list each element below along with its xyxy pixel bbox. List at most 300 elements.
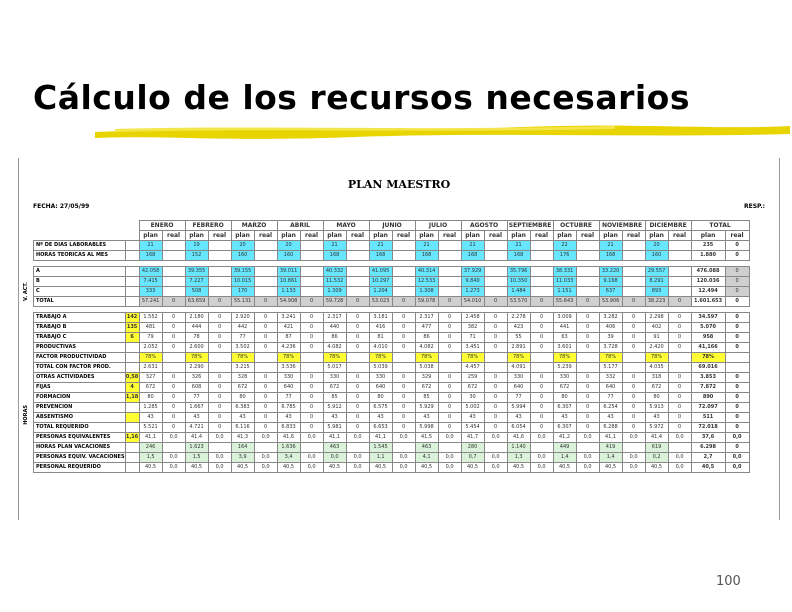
table-cell: 54.010 [461,297,484,307]
row-aux-cell [125,413,139,423]
table-cell: 958 [691,333,725,343]
table-cell: 0 [530,373,553,383]
table-cell: 0 [392,423,415,433]
table-row [34,453,750,463]
table-cell: 0 [576,297,599,307]
table-cell: 78% [139,353,162,363]
table-cell [530,443,553,453]
table-cell: 6.307 [553,423,576,433]
table-cell [162,241,185,251]
table-cell: 0,0 [668,433,691,443]
plan-header: plan [599,231,622,241]
table-cell: 78% [461,353,484,363]
table-cell: 0 [300,333,323,343]
row-label: Nº DE DIAS LABORABLES [34,241,126,251]
table-cell: 40,5 [185,463,208,473]
table-cell: 12.533 [415,277,438,287]
table-cell [530,363,553,373]
table-cell: 0,0 [300,433,323,443]
table-cell: 0 [254,333,277,343]
table-cell [208,251,231,261]
table-cell: 235 [691,241,725,251]
table-cell [438,277,461,287]
month-header: ENERO [139,221,185,231]
row-aux-cell: 4 [125,383,139,393]
table-cell: 72.097 [691,403,725,413]
table-cell: 326 [185,373,208,383]
table-cell [622,277,645,287]
table-cell [254,251,277,261]
table-cell: 29.557 [645,267,668,277]
table-cell: 39 [599,333,622,343]
table-cell: 481 [139,323,162,333]
table-cell: 168 [507,251,530,261]
table-cell: 280 [461,443,484,453]
table-cell: 0 [300,383,323,393]
header-corner [34,231,140,241]
table-cell: 63.659 [185,297,208,307]
table-cell: 2.052 [139,343,162,353]
table-cell: 330 [553,373,576,383]
table-cell: 10.861 [277,277,300,287]
table-cell: 0 [392,413,415,423]
table-cell: 0 [254,403,277,413]
table-cell: 0 [725,313,749,323]
table-cell: 2.420 [645,343,668,353]
table-cell: 40,5 [369,463,392,473]
table-cell [162,353,185,363]
table-cell: 0 [668,393,691,403]
table-row [34,267,750,277]
table-cell: 168 [139,251,162,261]
table-cell [668,363,691,373]
table-cell: 41,5 [415,433,438,443]
table-cell [438,363,461,373]
table-cell [576,251,599,261]
table-cell: 0 [576,343,599,353]
table-cell [392,241,415,251]
table-row [34,373,750,383]
table-cell: 0,0 [254,433,277,443]
plan-header: plan [553,231,576,241]
sheet-date: FECHA: 27/05/99 [33,203,90,210]
table-cell [668,241,691,251]
table-cell: 40,5 [415,463,438,473]
table-cell: 55.643 [553,297,576,307]
table-cell: 0 [622,297,645,307]
table-cell: 0 [392,393,415,403]
table-cell: 0 [484,413,507,423]
table-cell: 80 [139,393,162,403]
table-cell: 640 [599,383,622,393]
table-cell: 1,5 [185,453,208,463]
page-number: 100 [716,574,741,589]
table-row [34,297,750,307]
table-cell: 1.273 [461,287,484,297]
table-cell: 3.181 [369,313,392,323]
table-cell: 0,0 [323,453,346,463]
table-cell: 0 [484,343,507,353]
real-header: real [576,231,599,241]
table-cell: 5.994 [507,403,530,413]
table-cell: 463 [323,443,346,453]
table-cell: 0 [725,323,749,333]
plan-header: plan [323,231,346,241]
table-cell: 38.223 [645,297,668,307]
table-cell: 0,0 [530,453,553,463]
table-cell: 33.220 [599,267,622,277]
table-cell: 0,0 [162,453,185,463]
table-cell: 42.058 [139,267,162,277]
table-cell: 0 [254,383,277,393]
table-cell: 1.552 [139,313,162,323]
table-cell: 5.972 [645,423,668,433]
real-header: real [484,231,507,241]
row-label: C [34,287,126,297]
table-cell [530,277,553,287]
table-cell: 0 [300,343,323,353]
table-cell [392,443,415,453]
table-cell: 41,4 [185,433,208,443]
table-cell: 21 [139,241,162,251]
row-label: TOTAL [34,297,126,307]
table-cell: 3.853 [691,373,725,383]
table-cell: 78% [231,353,254,363]
table-cell: 3,4 [277,453,300,463]
row-label: FACTOR PRODUCTIVIDAD [34,353,126,363]
table-cell: 330 [323,373,346,383]
table-cell [484,251,507,261]
table-cell: 5.070 [691,323,725,333]
table-cell: 0 [438,323,461,333]
table-cell: 40,5 [231,463,254,473]
table-cell [668,251,691,261]
table-cell: 164 [231,443,254,453]
table-cell: 2.891 [507,343,530,353]
table-cell: 0,0 [162,433,185,443]
table-cell: 87 [277,333,300,343]
table-cell [346,241,369,251]
table-cell: 637 [599,287,622,297]
plan-header: plan [415,231,438,241]
table-cell [346,353,369,363]
table-cell: 168 [323,251,346,261]
table-cell: 0 [208,393,231,403]
table-cell: 86 [415,333,438,343]
table-cell: 6.054 [507,423,530,433]
table-cell: 0,0 [484,433,507,443]
table-cell [300,251,323,261]
table-cell: 41.095 [369,267,392,277]
row-aux-cell [125,241,139,251]
table-cell: 0 [668,403,691,413]
table-cell [438,443,461,453]
real-header: real [208,231,231,241]
table-cell: 672 [461,383,484,393]
table-cell: 0 [208,343,231,353]
table-cell: 5.039 [369,363,392,373]
table-cell: 0 [725,277,749,287]
table-cell: 508 [185,287,208,297]
table-cell: 0 [725,297,749,307]
table-cell [576,353,599,363]
table-cell: 6.653 [369,423,392,433]
table-cell: 0,0 [208,463,231,473]
table-cell: 43 [139,413,162,423]
table-cell: 0 [392,403,415,413]
table-cell: 0 [208,423,231,433]
plan-header: plan [277,231,300,241]
table-cell: 423 [507,323,530,333]
table-cell: 20 [277,241,300,251]
table-cell: 7.227 [185,277,208,287]
table-cell: 421 [277,323,300,333]
table-cell: 6.254 [599,403,622,413]
table-cell [254,363,277,373]
table-cell: 1.636 [277,443,300,453]
table-cell: 39.155 [231,267,254,277]
table-cell: 0,0 [530,433,553,443]
table-cell: 2.298 [645,313,668,323]
table-cell [300,277,323,287]
sheet-responsible: RESP.: [743,203,765,210]
table-cell: 0 [484,323,507,333]
table-cell: 9.840 [461,277,484,287]
table-cell: 20 [645,241,668,251]
table-cell: 328 [231,373,254,383]
table-cell: 0 [576,323,599,333]
table-cell: 0 [668,297,691,307]
table-cell [392,363,415,373]
table-cell: 170 [231,287,254,297]
side-label-horas: HORAS [23,405,29,425]
table-cell: 0 [346,383,369,393]
table-cell: 0,0 [346,463,369,473]
table-cell: 0,0 [668,463,691,473]
table-cell: 0,0 [208,433,231,443]
table-cell: 2.920 [231,313,254,323]
table-cell [438,353,461,363]
table-cell: 160 [645,251,668,261]
table-cell: 4.082 [415,343,438,353]
plan-header: plan [461,231,484,241]
table-cell: 0 [392,323,415,333]
plan-header: plan [369,231,392,241]
table-cell: 0,0 [208,453,231,463]
table-cell: 0 [254,393,277,403]
table-cell: 3.009 [553,313,576,323]
table-cell: 416 [369,323,392,333]
table-cell [300,267,323,277]
table-cell: 0 [725,287,749,297]
table-cell [254,277,277,287]
month-header-row [34,221,750,231]
real-header: real [392,231,415,241]
table-cell: 6.288 [599,423,622,433]
table-cell [208,241,231,251]
table-cell [576,363,599,373]
table-cell: 0 [530,403,553,413]
table-cell: 0,0 [346,453,369,463]
table-cell: 0 [346,373,369,383]
table-cell: 0 [162,343,185,353]
table-cell [668,267,691,277]
table-cell: 0 [622,373,645,383]
row-aux-cell [125,343,139,353]
table-cell [346,443,369,453]
table-cell: 0,7 [461,453,484,463]
table-cell: 78% [369,353,392,363]
table-cell: 0 [300,403,323,413]
table-cell: 160 [231,251,254,261]
table-cell: 91 [645,333,668,343]
table-cell: 12.494 [691,287,725,297]
table-cell: 0 [530,297,553,307]
table-cell: 0 [346,403,369,413]
table-cell: 640 [507,383,530,393]
real-header: real [622,231,645,241]
table-cell: 0 [254,297,277,307]
table-cell: 640 [369,383,392,393]
table-cell: 0 [438,313,461,323]
table-cell [484,277,507,287]
table-cell: 4.035 [645,363,668,373]
table-cell: 0 [254,423,277,433]
table-cell: 34.597 [691,313,725,323]
table-cell: 0 [346,323,369,333]
table-cell: 0,0 [254,463,277,473]
table-cell [254,267,277,277]
table-cell: 1.309 [323,287,346,297]
row-aux-cell [125,277,139,287]
month-header: AGOSTO [461,221,507,231]
table-row [34,353,750,363]
table-row [34,413,750,423]
sheet-title: PLAN MAESTRO [347,178,451,191]
table-cell: 1,3 [507,453,530,463]
table-cell: 672 [645,383,668,393]
table-cell: 37.929 [461,267,484,277]
table-cell: 53.570 [507,297,530,307]
table-cell: 672 [139,383,162,393]
table-cell: 0 [668,423,691,433]
table-cell: 0 [392,373,415,383]
table-cell: 77 [277,393,300,403]
table-cell: 0 [392,313,415,323]
table-cell: 1.308 [415,287,438,297]
month-header: FEBRERO [185,221,231,231]
table-cell: 0,0 [162,463,185,473]
table-cell: 0 [208,297,231,307]
table-cell: 5.454 [461,423,484,433]
table-cell: 406 [599,323,622,333]
table-cell: 40,5 [323,463,346,473]
table-cell: 2.631 [139,363,162,373]
table-cell: 6.833 [277,423,300,433]
table-cell: 72.018 [691,423,725,433]
table-cell: 0 [725,413,749,423]
table-cell: 81 [369,333,392,343]
table-cell: 259 [461,373,484,383]
table-cell: 78% [599,353,622,363]
table-cell: 0,0 [484,463,507,473]
table-cell: 0 [576,333,599,343]
table-cell: 329 [415,373,438,383]
table-cell: 0 [576,373,599,383]
table-cell: 1.880 [691,251,725,261]
table-cell: 0,0 [484,453,507,463]
table-cell: 0 [346,313,369,323]
table-cell: 152 [185,251,208,261]
plan-header: plan [185,231,208,241]
row-aux-cell: 6 [125,333,139,343]
table-cell: 382 [461,323,484,333]
row-label: OTRAS ACTIVIDADES [34,373,126,383]
table-cell: 71 [461,333,484,343]
table-cell [346,251,369,261]
table-cell [576,287,599,297]
table-cell: 78% [185,353,208,363]
table-cell: 38.331 [553,267,576,277]
table-cell: 0,0 [576,463,599,473]
table-cell: 2.458 [461,313,484,323]
table-cell [300,443,323,453]
table-cell: 41,7 [461,433,484,443]
table-cell: 0,0 [622,463,645,473]
row-aux-cell [125,443,139,453]
table-cell: 0 [484,373,507,383]
table-cell: 6.575 [369,403,392,413]
real-header: real [530,231,553,241]
table-cell: 5.929 [415,403,438,413]
table-cell: 0 [208,373,231,383]
table-cell: 63 [553,333,576,343]
table-cell: 54.908 [277,297,300,307]
table-cell [668,277,691,287]
row-aux-cell [125,453,139,463]
table-cell: 0 [576,393,599,403]
table-cell: 0 [668,373,691,383]
row-label: FIJAS [34,383,126,393]
table-cell: 330 [277,373,300,383]
table-cell: 77 [185,393,208,403]
table-cell: 85 [415,393,438,403]
table-cell: 168 [599,251,622,261]
table-cell: 0 [725,241,749,251]
row-aux-cell [125,423,139,433]
table-cell: 78% [323,353,346,363]
table-cell: 640 [277,383,300,393]
table-cell: 332 [599,373,622,383]
table-cell: 0,0 [725,453,749,463]
table-cell: 21 [323,241,346,251]
table-cell: 0 [254,313,277,323]
row-label: HORAS PLAN VACACIONES [34,443,126,453]
table-cell: 21 [599,241,622,251]
table-cell: 0 [300,393,323,403]
table-cell: 0 [162,333,185,343]
table-cell: 0,0 [530,463,553,473]
table-cell: 168 [369,251,392,261]
row-aux-cell [125,403,139,413]
month-header: NOVIEMBRE [599,221,645,231]
table-cell: 30 [461,393,484,403]
table-cell: 0 [530,323,553,333]
table-cell: 5.912 [323,403,346,413]
table-cell: 3.601 [553,343,576,353]
month-header: SEPTIEMBRE [508,222,552,229]
row-label: PERSONAS EQUIV. VACACIONES [34,453,126,463]
